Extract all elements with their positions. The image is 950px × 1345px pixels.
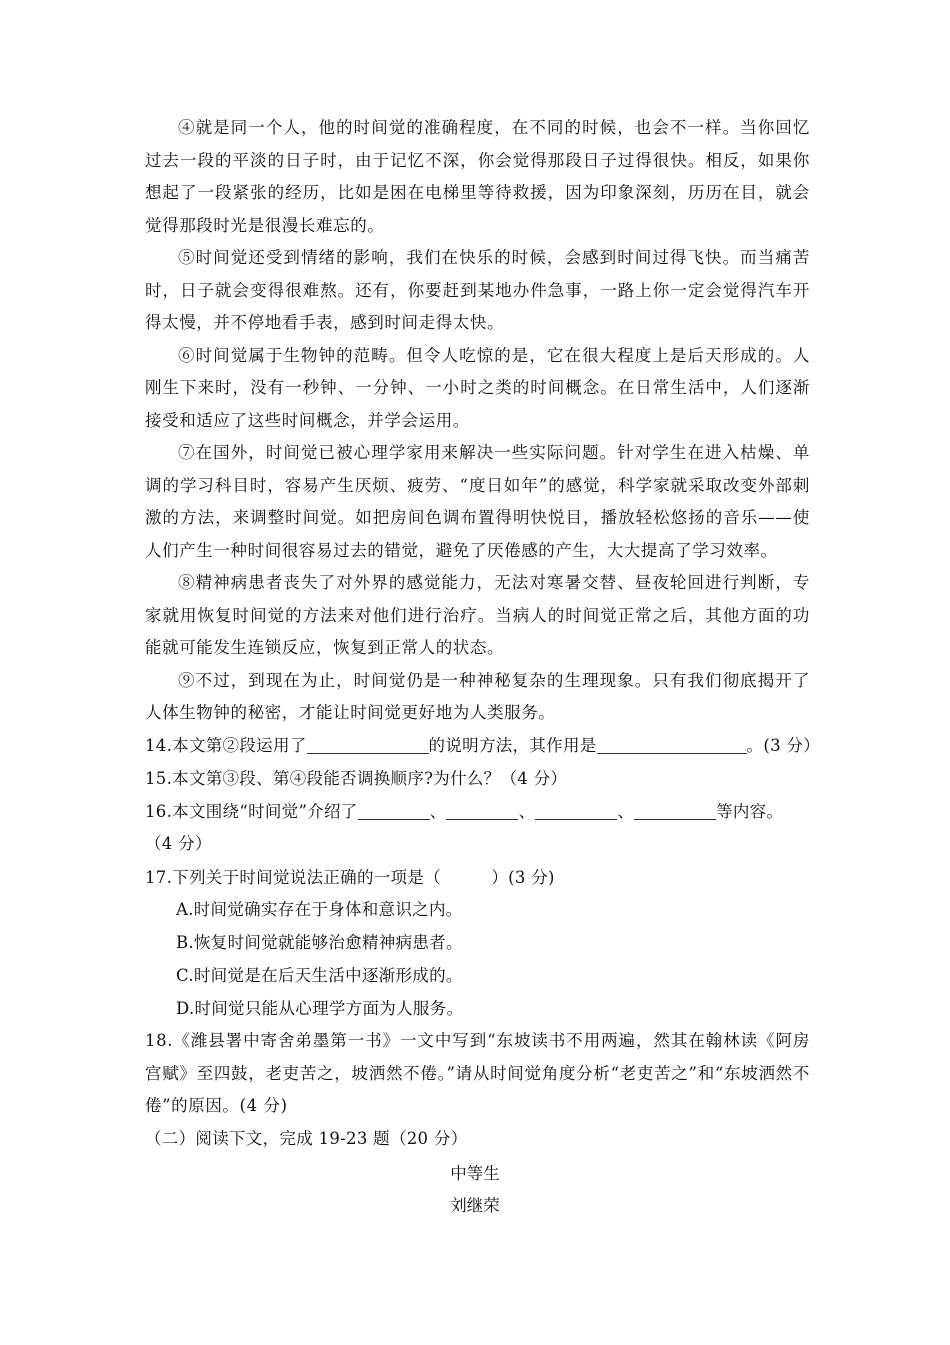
option-d[interactable]: D.时间觉只能从心理学方面为人服务。 xyxy=(176,999,464,1018)
separator: 、 xyxy=(617,802,635,821)
question-18: 18.《潍县署中寄舍弟墨第一书》一文中写到“东坡读书不用两遍，然其在翰林读《阿房宫赋》至四鼓，老吏苦之，坡洒然不倦。”请从时间觉角度分析“老吏苦之”和“东坡洒然不倦”的原因。(4 分) xyxy=(145,1031,810,1115)
option-c[interactable]: C.时间觉是在后天生活中逐渐形成的。 xyxy=(176,966,463,985)
passage-body xyxy=(145,112,810,730)
option-a[interactable]: A.时间觉确实存在于身体和意识之内。 xyxy=(176,900,463,919)
paragraph-5: ⑤时间觉还受到情绪的影响，我们在快乐的时候，会感到时间过得飞快。而当痛苦时，日子就会变得很难熬。还有，你要赶到某地办件急事，一路上你一定会觉得汽车开得太慢，并不停地看手表，感到时间走得太快。 xyxy=(145,248,810,332)
question-16-score: （4 分） xyxy=(145,834,212,853)
paragraph-4: ④就是同一个人，他的时间觉的准确程度，在不同的时候，也会不一样。当你回忆过去一段的平淡的日子时，由于记忆不深，你会觉得那段日子过得很快。相反，如果你想起了一段紧张的经历，比如是困在电梯里等待救援，因为印象深刻，历历在目，就会觉得那段时光是很漫长难忘的。 xyxy=(145,118,810,235)
separator: 、 xyxy=(518,802,536,821)
section-2-heading: （二）阅读下文，完成 19-23 题（20 分） xyxy=(145,1129,468,1148)
paragraph-9: ⑨不过，到现在为止，时间觉仍是一种神秘复杂的生理现象。只有我们彻底揭开了人体生物钟的秘密，才能让时间觉更好地为人类服务。 xyxy=(145,670,810,722)
answer-blank[interactable] xyxy=(307,733,429,754)
question-17-stem: 17.下列关于时间觉说法正确的一项是（ ）(3 分) xyxy=(145,868,555,887)
question-14 xyxy=(145,730,821,763)
separator: 、 xyxy=(429,802,447,821)
question-14-score: 。(3 分） xyxy=(746,736,821,755)
answer-blank[interactable] xyxy=(535,799,617,820)
question-14-text-b: 的说明方法，其作用是 xyxy=(428,736,597,755)
question-15: 15.本文第③段、第④段能否调换顺序?为什么？（4 分） xyxy=(145,769,568,788)
question-14-text-a: 14.本文第②段运用了 xyxy=(145,736,307,755)
option-b[interactable]: B.恢复时间觉就能够治愈精神病患者。 xyxy=(176,933,463,952)
answer-blank[interactable] xyxy=(358,799,430,820)
paragraph-6: ⑥时间觉属于生物钟的范畴。但令人吃惊的是，它在很大程度上是后天形成的。人刚生下来时，没有一秒钟、一分钟、一小时之类的时间概念。在日常生活中，人们逐渐接受和适应了这些时间概念，并学会运用。 xyxy=(145,345,810,430)
answer-blank[interactable] xyxy=(597,733,747,754)
paragraph-8: ⑧精神病患者丧失了对外界的感觉能力，无法对寒暑交替、昼夜轮回进行判断，专家就用恢复时间觉的方法来对他们进行治疗。当病人的时间觉正常之后，其他方面的功能就可能发生连锁反应，恢复到正常人的状态。 xyxy=(145,573,810,657)
question-16-text: 16.本文围绕“时间觉”介绍了 xyxy=(145,802,358,821)
story-title: 中等生 xyxy=(450,1164,500,1183)
story-author: 刘继荣 xyxy=(450,1196,500,1215)
question-16 xyxy=(145,796,810,829)
answer-blank[interactable] xyxy=(634,799,716,820)
answer-blank[interactable] xyxy=(446,799,518,820)
question-16-end: 等内容。 xyxy=(716,802,784,821)
paragraph-7: ⑦在国外，时间觉已被心理学家用来解决一些实际问题。针对学生在进入枯燥、单调的学习科目时，容易产生厌烦、疲劳、“度日如年”的感觉，科学家就采取改变外部刺激的方法，来调整时间觉。如把房间色调布置得明快悦目，播放轻松悠扬的音乐——使人们产生一种时间很容易过去的错觉，避免了厌倦感的产生，大大提高了学习效率。 xyxy=(145,443,810,560)
